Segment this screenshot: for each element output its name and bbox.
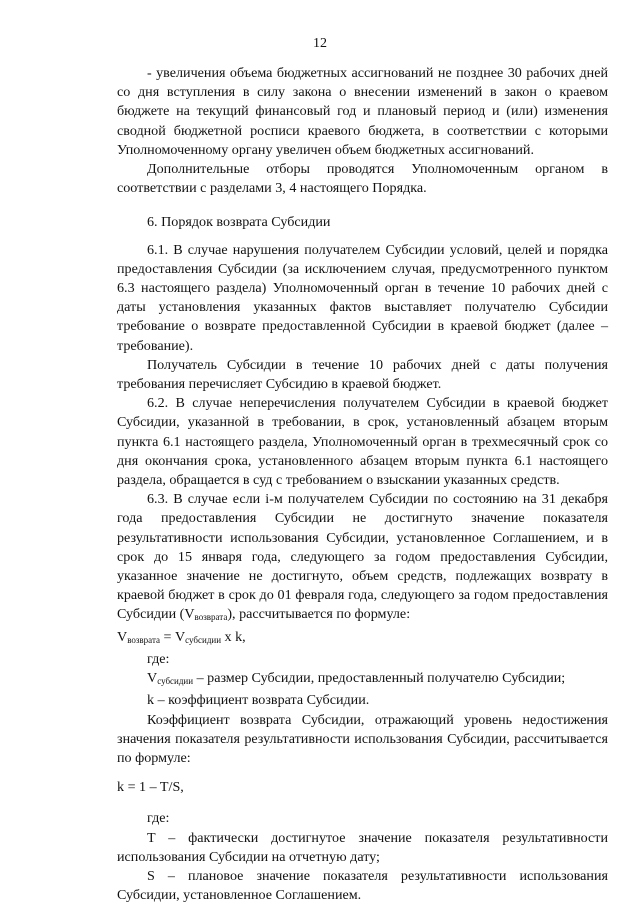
paragraph-text: ), рассчитывается по формуле:	[227, 606, 411, 623]
definition	[117, 669, 608, 691]
definition-text: – размер Субсидии, предоставленный получателю Субсидии;	[193, 670, 566, 687]
formula-part: = V	[159, 628, 186, 645]
formula-refund	[117, 628, 608, 650]
paragraph: 6.2. В случае неперечисления получателем Субсидии в краевой бюджет Субсидии, указанной в требовании, в срок, установленный абзацем вторым пункта 6.1 настоящего раздела, Уполномоченный орган в трехмесячный срок со дня окончания срока, установленного абзацем вторым пункта 6.1 настоящего раздела, обращается в суд с требованием о взыскании указанных средств.	[117, 395, 608, 489]
section-heading: 6. Порядок возврата Субсидии	[147, 214, 331, 231]
definition: k – коэффициент возврата Субсидии.	[147, 692, 370, 709]
paragraph: - увеличения объема бюджетных ассигнований не позднее 30 рабочих дней со дня вступления в силу закона о внесении изменений в закон о краевом бюджете на текущий финансовый год и плановый период и (или) изменения сводной бюджетной росписи краевого бюджета, в соответствии с которыми Уполномоченному органу увеличен объем бюджетных ассигнований.	[117, 65, 608, 158]
definition: T – фактически достигнутое значение показателя результативности использования Субсидии на отчетную дату;	[117, 829, 608, 865]
page-number: 12	[313, 36, 327, 51]
where-label: где:	[147, 650, 170, 667]
paragraph: Получатель Субсидии в течение 10 рабочих дней с даты получения требования перечисляет Субсидию в краевой бюджет.	[117, 356, 608, 393]
paragraph: 6.1. В случае нарушения получателем Субсидии условий, целей и порядка предоставления Субсидии (за исключением случая, предусмотренного пунктом 6.3 настоящего раздела) Уполномоченный орган в течение 10 рабочих дней с даты установления указанных фактов выставляет получателю Субсидии требование о возврате предоставленной Субсидии в краевой бюджет (далее – требование).	[117, 241, 608, 354]
definition: S – плановое значение показателя результативности использования Субсидии, установленное Соглашением.	[117, 867, 608, 904]
subscript: субсидии	[185, 634, 222, 645]
formula-coefficient: k = 1 – T/S,	[117, 779, 184, 796]
paragraph: Коэффициент возврата Субсидии, отражающий уровень недостижения значения показателя результативности использования Субсидии, рассчитывается по формуле:	[117, 711, 608, 766]
definition-symbol: V	[147, 670, 158, 687]
formula-part: V	[117, 628, 128, 645]
subscript: возврата	[194, 612, 228, 623]
paragraph: Дополнительные отборы проводятся Уполномоченным органом в соответствии с разделами 3, 4 настоящего Порядка.	[117, 161, 608, 197]
subscript: возврата	[127, 634, 160, 645]
paragraph-text: 6.3. В случае если i-м получателем Субсидии по состоянию на 31 декабря года предоставления Субсидии не достигнуто значение показателя результативности использования Субсидии, установленное Соглашением, и в срок до 15 января года, следующего за годом предоставления Субсидии, указанное значение не достигнуто, объем средств, подлежащих возврату в краевой бюджет в срок до 01 февраля года, следующего за годом предоставления Субсидии (V	[117, 491, 608, 623]
formula-part: x k,	[221, 628, 246, 645]
paragraph	[117, 490, 608, 627]
where-label: где:	[147, 810, 170, 827]
document-body	[117, 64, 608, 905]
subscript: субсидии	[157, 676, 194, 687]
